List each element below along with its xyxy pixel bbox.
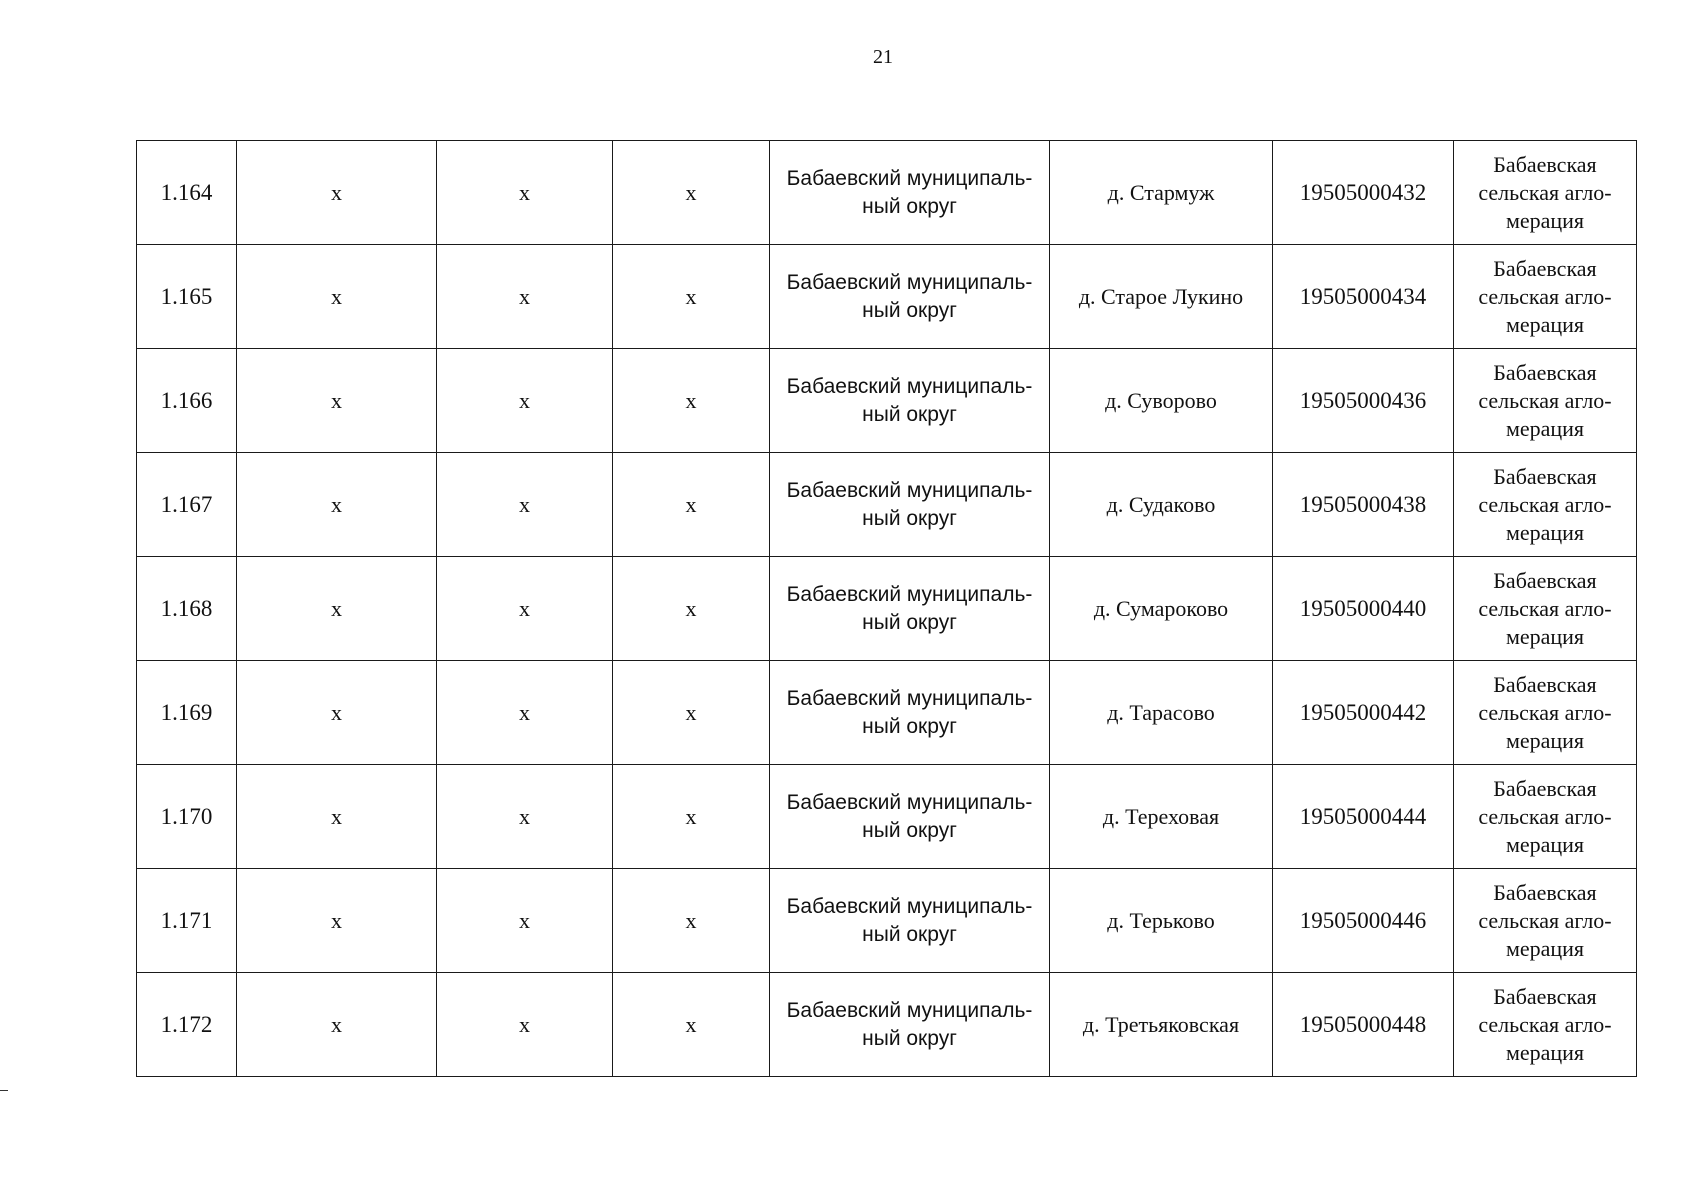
settlement-cell-text: д. Третьяковская	[1082, 1011, 1240, 1037]
column-2-cell	[237, 661, 437, 765]
column-2-cell	[237, 453, 437, 557]
agglomeration-cell-text: мерация	[1505, 623, 1585, 649]
agglomeration-cell-text: сельская агло-	[1478, 491, 1612, 517]
oktmo-code-cell	[1273, 765, 1454, 869]
column-3-cell	[437, 973, 613, 1077]
row-index-cell-text: 1.166	[160, 387, 213, 413]
district-cell-text: Бабаевский муниципаль-	[786, 166, 1033, 190]
agglomeration-cell-text: мерация	[1505, 1039, 1585, 1065]
row-index-cell-text: 1.172	[160, 1011, 213, 1037]
agglomeration-cell	[1454, 245, 1637, 349]
page-number: 21	[873, 46, 893, 68]
column-2-cell-text: x	[331, 907, 342, 933]
settlement-cell-text: д. Суворово	[1105, 387, 1217, 413]
table-row	[137, 869, 1637, 973]
agglomeration-cell-text: сельская агло-	[1478, 283, 1612, 309]
column-3-cell	[437, 349, 613, 453]
settlement-cell-text: д. Тереховая	[1102, 803, 1220, 829]
row-index-cell-text: 1.170	[160, 803, 213, 829]
district-cell-text: ный округ	[862, 506, 957, 530]
column-3-cell	[437, 453, 613, 557]
column-3-cell	[437, 557, 613, 661]
column-2-cell	[237, 245, 437, 349]
agglomeration-cell-text: мерация	[1505, 311, 1585, 337]
row-index-cell-text: 1.168	[160, 595, 213, 621]
oktmo-code-cell	[1273, 453, 1454, 557]
table-body	[137, 141, 1637, 1077]
agglomeration-cell-text: Бабаевская	[1493, 567, 1597, 593]
column-3-cell-text: x	[519, 283, 530, 309]
district-cell	[770, 245, 1050, 349]
agglomeration-cell-text: сельская агло-	[1478, 387, 1612, 413]
district-cell-text: Бабаевский муниципаль-	[786, 686, 1033, 710]
agglomeration-cell-text: мерация	[1505, 727, 1585, 753]
district-cell-text: ный округ	[862, 610, 957, 634]
column-2-cell	[237, 141, 437, 245]
agglomeration-cell-text: сельская агло-	[1478, 803, 1612, 829]
table-row	[137, 557, 1637, 661]
column-2-cell-text: x	[331, 595, 342, 621]
row-index-cell	[137, 245, 237, 349]
column-4-cell-text: x	[685, 283, 697, 309]
agglomeration-cell-text: мерация	[1505, 415, 1585, 441]
column-2-cell	[237, 765, 437, 869]
district-cell-text: ный округ	[862, 714, 957, 738]
row-index-cell-text: 1.171	[160, 907, 213, 933]
column-3-cell	[437, 245, 613, 349]
district-cell-text: Бабаевский муниципаль-	[786, 998, 1033, 1022]
district-cell-text: ный округ	[862, 194, 957, 218]
oktmo-code-cell	[1273, 557, 1454, 661]
settlement-cell	[1050, 973, 1273, 1077]
agglomeration-cell-text: сельская агло-	[1478, 179, 1612, 205]
oktmo-code-cell-text: 19505000440	[1299, 595, 1427, 621]
column-3-cell	[437, 141, 613, 245]
settlement-cell-text: д. Терьково	[1107, 907, 1215, 933]
district-cell-text: Бабаевский муниципаль-	[786, 582, 1033, 606]
settlement-cell-text: д. Тарасово	[1107, 699, 1215, 725]
column-4-cell	[613, 869, 770, 973]
column-4-cell	[613, 453, 770, 557]
column-2-cell-text: x	[331, 491, 342, 517]
column-4-cell	[613, 245, 770, 349]
agglomeration-cell-text: мерация	[1505, 935, 1585, 961]
column-2-cell	[237, 557, 437, 661]
margin-mark	[0, 1090, 8, 1091]
agglomeration-cell-text: мерация	[1505, 519, 1585, 545]
row-index-cell-text: 1.165	[160, 283, 213, 309]
oktmo-code-cell	[1273, 973, 1454, 1077]
row-index-cell	[137, 557, 237, 661]
agglomeration-cell	[1454, 453, 1637, 557]
oktmo-code-cell-text: 19505000448	[1299, 1011, 1427, 1037]
column-3-cell	[437, 869, 613, 973]
table-row	[137, 349, 1637, 453]
district-cell-text: Бабаевский муниципаль-	[786, 270, 1033, 294]
settlement-cell-text: д. Судаково	[1106, 491, 1216, 517]
agglomeration-cell	[1454, 661, 1637, 765]
district-cell	[770, 869, 1050, 973]
column-4-cell-text: x	[685, 387, 697, 413]
agglomeration-cell	[1454, 973, 1637, 1077]
district-cell-text: ный округ	[862, 298, 957, 322]
column-4-cell-text: x	[685, 803, 697, 829]
row-index-cell	[137, 869, 237, 973]
column-3-cell-text: x	[519, 179, 530, 205]
row-index-cell-text: 1.167	[160, 491, 213, 517]
district-cell-text: ный округ	[862, 402, 957, 426]
row-index-cell-text: 1.169	[160, 699, 213, 725]
settlement-cell	[1050, 245, 1273, 349]
column-3-cell-text: x	[519, 1011, 530, 1037]
row-index-cell	[137, 765, 237, 869]
agglomeration-cell	[1454, 765, 1637, 869]
column-3-cell	[437, 661, 613, 765]
settlement-cell	[1050, 141, 1273, 245]
row-index-cell	[137, 141, 237, 245]
row-index-cell	[137, 349, 237, 453]
district-cell-text: Бабаевский муниципаль-	[786, 790, 1033, 814]
oktmo-code-cell-text: 19505000442	[1299, 699, 1427, 725]
column-2-cell-text: x	[331, 283, 342, 309]
agglomeration-cell-text: сельская агло-	[1478, 595, 1612, 621]
column-4-cell-text: x	[685, 1011, 697, 1037]
agglomeration-cell-text: Бабаевская	[1493, 463, 1597, 489]
district-cell	[770, 973, 1050, 1077]
district-cell	[770, 141, 1050, 245]
table-row	[137, 973, 1637, 1077]
settlement-cell	[1050, 349, 1273, 453]
settlement-cell	[1050, 453, 1273, 557]
column-4-cell	[613, 661, 770, 765]
district-cell-text: Бабаевский муниципаль-	[786, 894, 1033, 918]
agglomeration-cell-text: мерация	[1505, 831, 1585, 857]
district-cell	[770, 661, 1050, 765]
district-cell	[770, 557, 1050, 661]
column-2-cell	[237, 973, 437, 1077]
district-cell-text: Бабаевский муниципаль-	[786, 374, 1033, 398]
district-cell	[770, 453, 1050, 557]
oktmo-code-cell	[1273, 245, 1454, 349]
settlement-cell-text: д. Старое Лукино	[1078, 283, 1244, 309]
column-2-cell-text: x	[331, 699, 342, 725]
oktmo-code-cell-text: 19505000436	[1299, 387, 1427, 413]
column-4-cell	[613, 765, 770, 869]
agglomeration-cell-text: сельская агло-	[1478, 1011, 1612, 1037]
settlement-cell	[1050, 661, 1273, 765]
column-4-cell-text: x	[685, 595, 697, 621]
district-cell-text: ный округ	[862, 922, 957, 946]
column-3-cell	[437, 765, 613, 869]
table-row	[137, 765, 1637, 869]
district-cell-text: ный округ	[862, 818, 957, 842]
oktmo-code-cell-text: 19505000438	[1299, 491, 1427, 517]
agglomeration-cell-text: Бабаевская	[1493, 775, 1597, 801]
agglomeration-cell-text: мерация	[1505, 207, 1585, 233]
settlement-cell-text: д. Стармуж	[1107, 179, 1215, 205]
table-row	[137, 141, 1637, 245]
column-4-cell	[613, 973, 770, 1077]
agglomeration-cell	[1454, 141, 1637, 245]
column-4-cell-text: x	[685, 907, 697, 933]
column-2-cell-text: x	[331, 179, 342, 205]
column-3-cell-text: x	[519, 907, 530, 933]
column-3-cell-text: x	[519, 595, 530, 621]
agglomeration-cell	[1454, 349, 1637, 453]
district-cell	[770, 349, 1050, 453]
table-row	[137, 245, 1637, 349]
district-cell	[770, 765, 1050, 869]
district-cell-text: Бабаевский муниципаль-	[786, 478, 1033, 502]
column-3-cell-text: x	[519, 387, 530, 413]
column-4-cell-text: x	[685, 491, 697, 517]
district-cell-text: ный округ	[862, 1026, 957, 1050]
agglomeration-cell-text: сельская агло-	[1478, 907, 1612, 933]
table-row	[137, 661, 1637, 765]
column-2-cell-text: x	[331, 1011, 342, 1037]
column-3-cell-text: x	[519, 699, 530, 725]
column-3-cell-text: x	[519, 491, 530, 517]
agglomeration-cell	[1454, 557, 1637, 661]
oktmo-code-cell-text: 19505000434	[1299, 283, 1427, 309]
oktmo-code-cell	[1273, 349, 1454, 453]
column-4-cell-text: x	[685, 179, 697, 205]
column-3-cell-text: x	[519, 803, 530, 829]
column-2-cell	[237, 869, 437, 973]
settlement-cell-text: д. Сумароково	[1093, 595, 1229, 621]
agglomeration-cell-text: Бабаевская	[1493, 359, 1597, 385]
agglomeration-cell-text: Бабаевская	[1493, 255, 1597, 281]
column-2-cell	[237, 349, 437, 453]
agglomeration-cell-text: Бабаевская	[1493, 983, 1597, 1009]
agglomeration-cell-text: Бабаевская	[1493, 671, 1597, 697]
settlement-cell	[1050, 765, 1273, 869]
oktmo-code-cell	[1273, 141, 1454, 245]
row-index-cell	[137, 661, 237, 765]
column-4-cell-text: x	[685, 699, 697, 725]
agglomeration-cell-text: Бабаевская	[1493, 879, 1597, 905]
settlement-cell	[1050, 557, 1273, 661]
oktmo-code-cell	[1273, 869, 1454, 973]
settlement-cell	[1050, 869, 1273, 973]
column-4-cell	[613, 141, 770, 245]
row-index-cell	[137, 453, 237, 557]
agglomeration-cell-text: Бабаевская	[1493, 151, 1597, 177]
settlements-table	[136, 140, 1637, 1077]
row-index-cell-text: 1.164	[160, 179, 213, 205]
oktmo-code-cell-text: 19505000432	[1299, 179, 1427, 205]
agglomeration-cell	[1454, 869, 1637, 973]
oktmo-code-cell-text: 19505000446	[1299, 907, 1427, 933]
agglomeration-cell-text: сельская агло-	[1478, 699, 1612, 725]
column-4-cell	[613, 557, 770, 661]
column-4-cell	[613, 349, 770, 453]
oktmo-code-cell	[1273, 661, 1454, 765]
column-2-cell-text: x	[331, 387, 342, 413]
row-index-cell	[137, 973, 237, 1077]
table-row	[137, 453, 1637, 557]
column-2-cell-text: x	[331, 803, 342, 829]
oktmo-code-cell-text: 19505000444	[1299, 803, 1427, 829]
